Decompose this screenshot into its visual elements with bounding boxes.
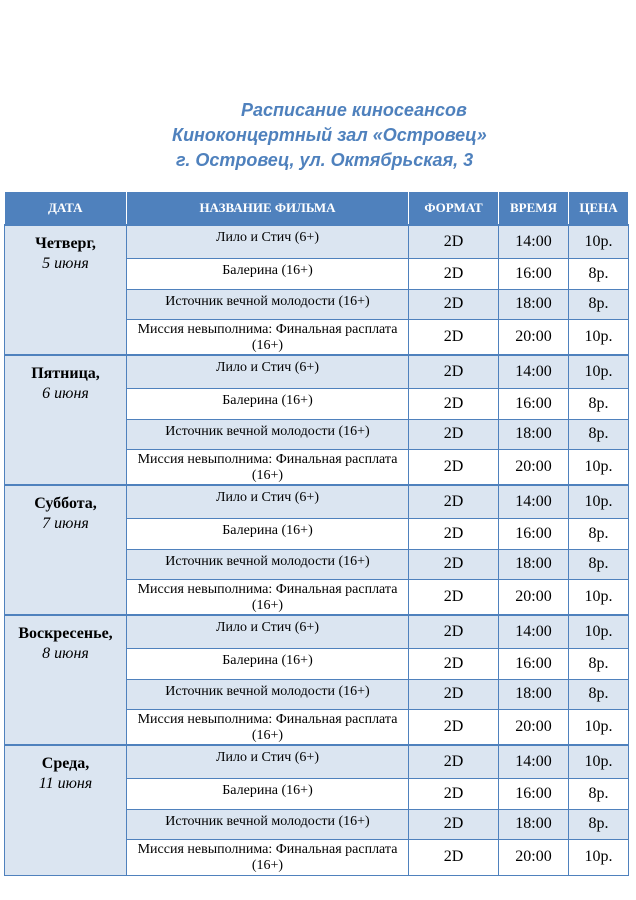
price-cell: 8р. [569, 419, 629, 449]
format-cell: 2D [409, 485, 499, 518]
day-name: Среда, [41, 755, 90, 772]
schedule-table [4, 192, 629, 876]
film-title-cell: Балерина (16+) [127, 778, 409, 809]
price-cell: 10р. [569, 839, 629, 875]
title-line-3: г. Островец, ул. Октябрьская, 3 [176, 150, 474, 170]
format-cell: 2D [409, 419, 499, 449]
film-title-cell: Лило и Стич (6+) [127, 355, 409, 388]
format-cell: 2D [409, 319, 499, 355]
format-cell: 2D [409, 778, 499, 809]
table-row [5, 485, 629, 518]
header-date: ДАТА [5, 192, 127, 225]
format-cell: 2D [409, 809, 499, 839]
format-cell: 2D [409, 518, 499, 549]
table-row [5, 225, 629, 258]
format-cell: 2D [409, 679, 499, 709]
day-date: 8 июня [42, 645, 89, 662]
header-price: ЦЕНА [569, 192, 629, 225]
time-cell: 20:00 [499, 319, 569, 355]
film-title-cell: Балерина (16+) [127, 258, 409, 289]
format-cell: 2D [409, 615, 499, 648]
day-date: 7 июня [42, 515, 89, 532]
table-header-row [5, 192, 629, 225]
film-title-cell: Балерина (16+) [127, 388, 409, 419]
format-cell: 2D [409, 258, 499, 289]
film-title-cell: Источник вечной молодости (16+) [127, 549, 409, 579]
price-cell: 8р. [569, 778, 629, 809]
film-title-cell: Лило и Стич (6+) [127, 225, 409, 258]
format-cell: 2D [409, 549, 499, 579]
price-cell: 10р. [569, 615, 629, 648]
time-cell: 18:00 [499, 419, 569, 449]
format-cell: 2D [409, 579, 499, 615]
film-title-cell: Источник вечной молодости (16+) [127, 289, 409, 319]
film-title-cell: Лило и Стич (6+) [127, 745, 409, 778]
price-cell: 10р. [569, 745, 629, 778]
time-cell: 16:00 [499, 518, 569, 549]
format-cell: 2D [409, 388, 499, 419]
date-cell [5, 355, 127, 485]
time-cell: 18:00 [499, 549, 569, 579]
film-title-cell: Лило и Стич (6+) [127, 485, 409, 518]
time-cell: 18:00 [499, 289, 569, 319]
time-cell: 16:00 [499, 258, 569, 289]
film-title-cell: Миссия невыполнима: Финальная расплата (16+) [127, 449, 409, 485]
time-cell: 18:00 [499, 809, 569, 839]
time-cell: 14:00 [499, 355, 569, 388]
price-cell: 8р. [569, 679, 629, 709]
time-cell: 14:00 [499, 745, 569, 778]
header-format: ФОРМАТ [409, 192, 499, 225]
time-cell: 14:00 [499, 225, 569, 258]
time-cell: 20:00 [499, 579, 569, 615]
header-film: НАЗВАНИЕ ФИЛЬМА [127, 192, 409, 225]
film-title-cell: Источник вечной молодости (16+) [127, 679, 409, 709]
film-title-cell: Миссия невыполнима: Финальная расплата (16+) [127, 709, 409, 745]
date-cell [5, 225, 127, 355]
day-name: Пятница, [31, 365, 100, 382]
table-row [5, 355, 629, 388]
time-cell: 18:00 [499, 679, 569, 709]
film-title-cell: Миссия невыполнима: Финальная расплата (16+) [127, 839, 409, 875]
price-cell: 8р. [569, 289, 629, 319]
price-cell: 10р. [569, 225, 629, 258]
price-cell: 8р. [569, 388, 629, 419]
day-name: Суббота, [34, 495, 97, 512]
format-cell: 2D [409, 225, 499, 258]
price-cell: 10р. [569, 319, 629, 355]
price-cell: 10р. [569, 355, 629, 388]
header-time: ВРЕМЯ [499, 192, 569, 225]
film-title-cell: Источник вечной молодости (16+) [127, 419, 409, 449]
day-date: 5 июня [42, 255, 89, 272]
format-cell: 2D [409, 745, 499, 778]
date-cell [5, 485, 127, 615]
table-row [5, 615, 629, 648]
format-cell: 2D [409, 648, 499, 679]
time-cell: 14:00 [499, 485, 569, 518]
film-title-cell: Источник вечной молодости (16+) [127, 809, 409, 839]
time-cell: 20:00 [499, 709, 569, 745]
price-cell: 8р. [569, 518, 629, 549]
price-cell: 10р. [569, 709, 629, 745]
date-cell [5, 745, 127, 875]
time-cell: 16:00 [499, 648, 569, 679]
schedule-body [5, 225, 629, 875]
film-title-cell: Балерина (16+) [127, 518, 409, 549]
price-cell: 10р. [569, 449, 629, 485]
time-cell: 16:00 [499, 778, 569, 809]
table-row [5, 745, 629, 778]
format-cell: 2D [409, 449, 499, 485]
film-title-cell: Миссия невыполнима: Финальная расплата (16+) [127, 579, 409, 615]
date-cell [5, 615, 127, 745]
format-cell: 2D [409, 839, 499, 875]
day-date: 6 июня [42, 385, 89, 402]
price-cell: 10р. [569, 485, 629, 518]
title-line-2: Киноконцертный зал «Островец» [172, 125, 487, 145]
price-cell: 10р. [569, 579, 629, 615]
price-cell: 8р. [569, 809, 629, 839]
day-name: Воскресенье, [18, 625, 113, 642]
film-title-cell: Лило и Стич (6+) [127, 615, 409, 648]
format-cell: 2D [409, 355, 499, 388]
price-cell: 8р. [569, 648, 629, 679]
day-date: 11 июня [38, 775, 93, 792]
time-cell: 20:00 [499, 839, 569, 875]
day-name: Четверг, [35, 235, 96, 252]
price-cell: 8р. [569, 549, 629, 579]
price-cell: 8р. [569, 258, 629, 289]
format-cell: 2D [409, 289, 499, 319]
film-title-cell: Миссия невыполнима: Финальная расплата (16+) [127, 319, 409, 355]
film-title-cell: Балерина (16+) [127, 648, 409, 679]
time-cell: 14:00 [499, 615, 569, 648]
time-cell: 16:00 [499, 388, 569, 419]
time-cell: 20:00 [499, 449, 569, 485]
document-title [0, 98, 636, 173]
title-line-1: Расписание киносеансов [241, 100, 467, 120]
format-cell: 2D [409, 709, 499, 745]
